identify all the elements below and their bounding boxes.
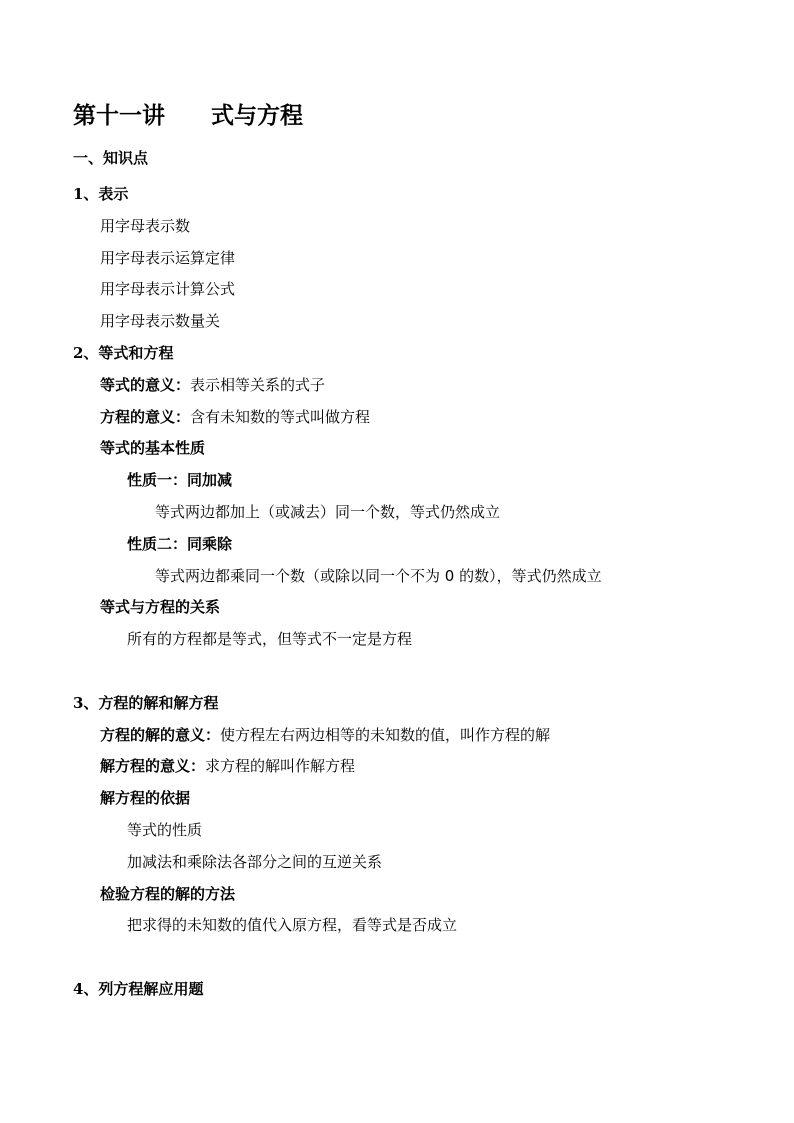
page-title	[73, 104, 303, 127]
relation-text: 所有的方程都是等式，但等式不一定是方程	[127, 630, 413, 648]
definition-text: 求方程的解叫作解方程	[205, 757, 356, 775]
basic-properties-heading: 等式的基本性质	[100, 439, 206, 457]
list-item: 加减法和乘除法各部分之间的互逆关系	[127, 853, 383, 871]
definition-label: 等式的意义：	[100, 376, 191, 394]
property-two-label: 性质二：同乘除	[127, 535, 233, 553]
definition-label: 解方程的意义：	[100, 757, 206, 775]
list-item: 用字母表示计算公式	[100, 280, 236, 298]
basis-heading: 解方程的依据	[100, 789, 191, 807]
section-heading-knowledge: 一、知识点	[73, 149, 149, 167]
list-item: 用字母表示运算定律	[100, 249, 236, 267]
list-item: 用字母表示数量关	[100, 312, 221, 330]
subsection-heading-1: 1、表示	[73, 185, 129, 203]
property-one-label: 性质一：同加减	[127, 471, 233, 489]
title-topic: 式与方程	[211, 102, 303, 129]
property-one-text: 等式两边都加上（或减去）同一个数，等式仍然成立	[155, 503, 501, 521]
list-item: 等式的性质	[127, 821, 203, 839]
subsection-heading-2: 2、等式和方程	[73, 344, 174, 362]
subsection-heading-4: 4、列方程解应用题	[73, 980, 204, 998]
check-text: 把求得的未知数的值代入原方程，看等式是否成立	[127, 916, 458, 934]
title-lecture: 第十一讲	[73, 102, 165, 129]
subsection-heading-3: 3、方程的解和解方程	[73, 694, 219, 712]
property-two-text: 等式两边都乘同一个数（或除以同一个不为 0 的数），等式仍然成立	[155, 567, 602, 585]
check-heading: 检验方程的解的方法	[100, 885, 236, 903]
definition-label: 方程的意义：	[100, 408, 191, 426]
definition-equality	[100, 378, 325, 393]
definition-label: 方程的解的意义：	[100, 726, 221, 744]
definition-equation	[100, 410, 370, 425]
definition-text: 表示相等关系的式子	[190, 376, 326, 394]
relation-heading: 等式与方程的关系	[100, 598, 221, 616]
definition-text: 使方程左右两边相等的未知数的值，叫作方程的解	[220, 726, 551, 744]
list-item: 用字母表示数	[100, 217, 191, 235]
definition-solution	[100, 728, 550, 743]
definition-solving	[100, 759, 355, 774]
definition-text: 含有未知数的等式叫做方程	[190, 408, 371, 426]
